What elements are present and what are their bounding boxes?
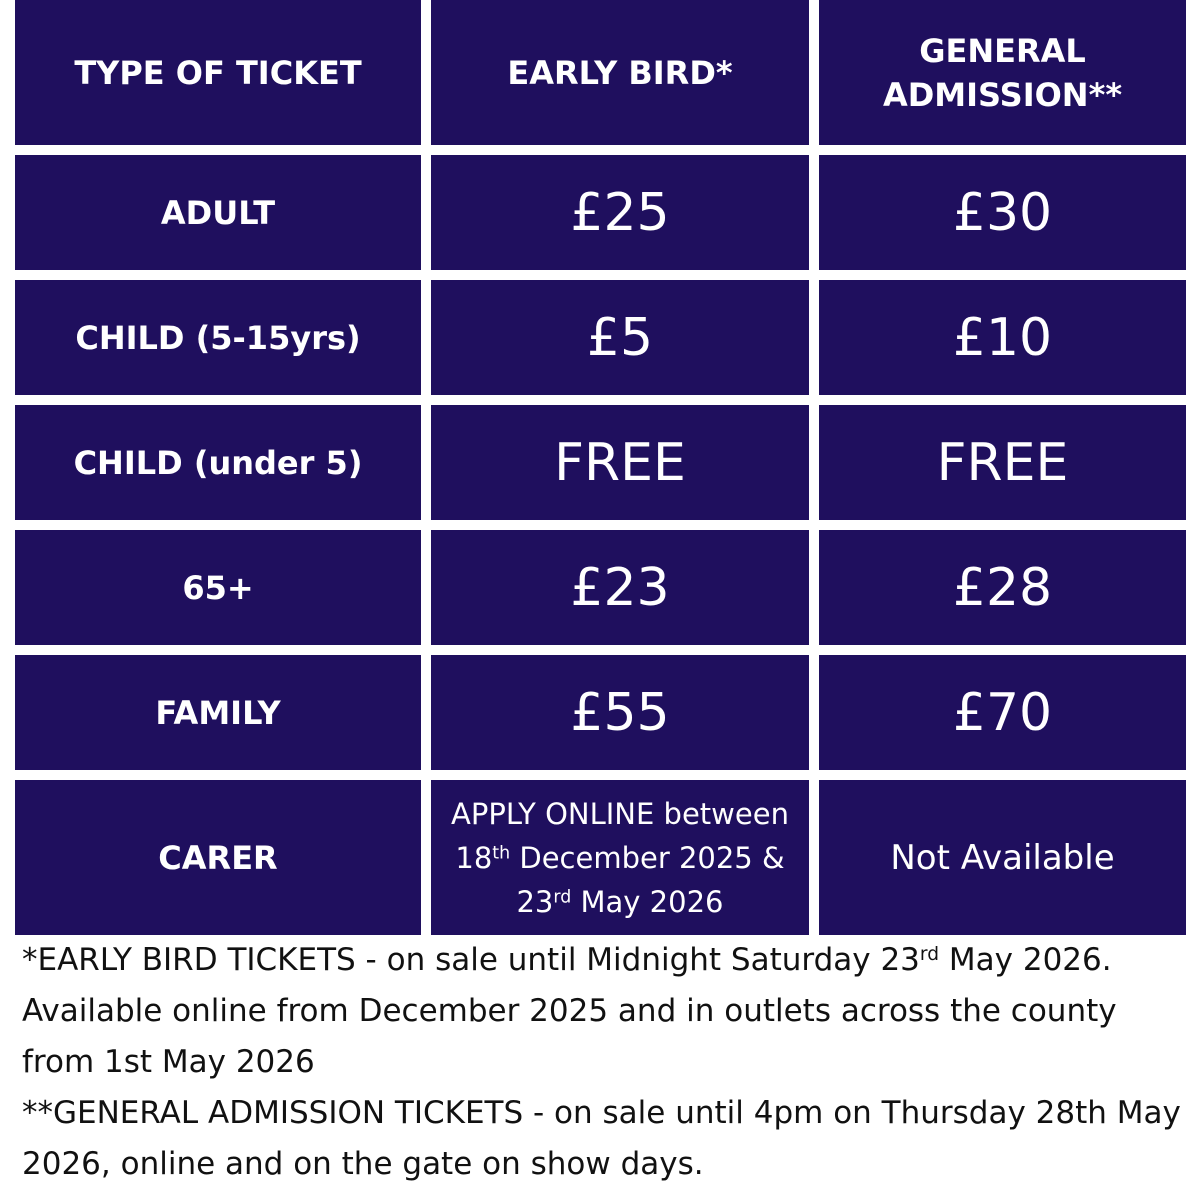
- table-row-65-plus: [15, 530, 1186, 645]
- carer-end-day: 23: [516, 884, 554, 919]
- table-row-child-5-15: [15, 280, 1186, 395]
- early-bird-price-cell: FREE: [431, 405, 809, 520]
- header-ticket-type: TYPE OF TICKET: [15, 0, 421, 145]
- footnotes: [22, 935, 1187, 1190]
- table-header-row: [15, 0, 1186, 145]
- general-admission-footnote: **GENERAL ADMISSION TICKETS - on sale until 4pm on Thursday 28th May 2026, online and on the gate on show days.: [22, 1095, 1181, 1182]
- carer-end-rest: May 2026: [571, 884, 724, 919]
- carer-apply-line1: APPLY ONLINE between: [451, 796, 789, 831]
- table-row-carer: [15, 780, 1186, 935]
- general-price-cell: £70: [819, 655, 1186, 770]
- ticket-type-cell: CARER: [15, 780, 421, 935]
- table-row-adult: [15, 155, 1186, 270]
- general-price-cell: £30: [819, 155, 1186, 270]
- header-general-line1: GENERAL: [919, 31, 1086, 70]
- ticket-type-cell: CHILD (5-15yrs): [15, 280, 421, 395]
- ticket-type-cell: ADULT: [15, 155, 421, 270]
- ticket-type-cell: FAMILY: [15, 655, 421, 770]
- carer-early-bird-cell: [431, 780, 809, 935]
- header-early-bird: EARLY BIRD*: [431, 0, 809, 145]
- header-general-admission: [819, 0, 1186, 145]
- general-price-cell: £10: [819, 280, 1186, 395]
- early-bird-price-cell: £25: [431, 155, 809, 270]
- table-row-family: [15, 655, 1186, 770]
- early-bird-price-cell: £55: [431, 655, 809, 770]
- carer-start-day-suffix: th: [492, 842, 511, 863]
- carer-end-day-suffix: rd: [553, 886, 572, 907]
- early-bird-footnote: *EARLY BIRD TICKETS - on sale until Midnight Saturday 23rd May 2026. Available online from December 2025 and in outlets across the county from 1st May 2026: [22, 942, 1117, 1080]
- general-price-cell: FREE: [819, 405, 1186, 520]
- general-price-cell: £28: [819, 530, 1186, 645]
- carer-general-cell: Not Available: [819, 780, 1186, 935]
- ticket-price-table: [15, 0, 1186, 945]
- header-general-line2: ADMISSION**: [882, 75, 1123, 114]
- carer-start-rest: December 2025 &: [510, 840, 785, 875]
- carer-start-day: 18: [455, 840, 493, 875]
- early-bird-price-cell: £23: [431, 530, 809, 645]
- early-bird-price-cell: £5: [431, 280, 809, 395]
- table-row-child-under-5: [15, 405, 1186, 520]
- ticket-type-cell: CHILD (under 5): [15, 405, 421, 520]
- early-bird-footnote-suffix: rd: [919, 943, 940, 965]
- ticket-type-cell: 65+: [15, 530, 421, 645]
